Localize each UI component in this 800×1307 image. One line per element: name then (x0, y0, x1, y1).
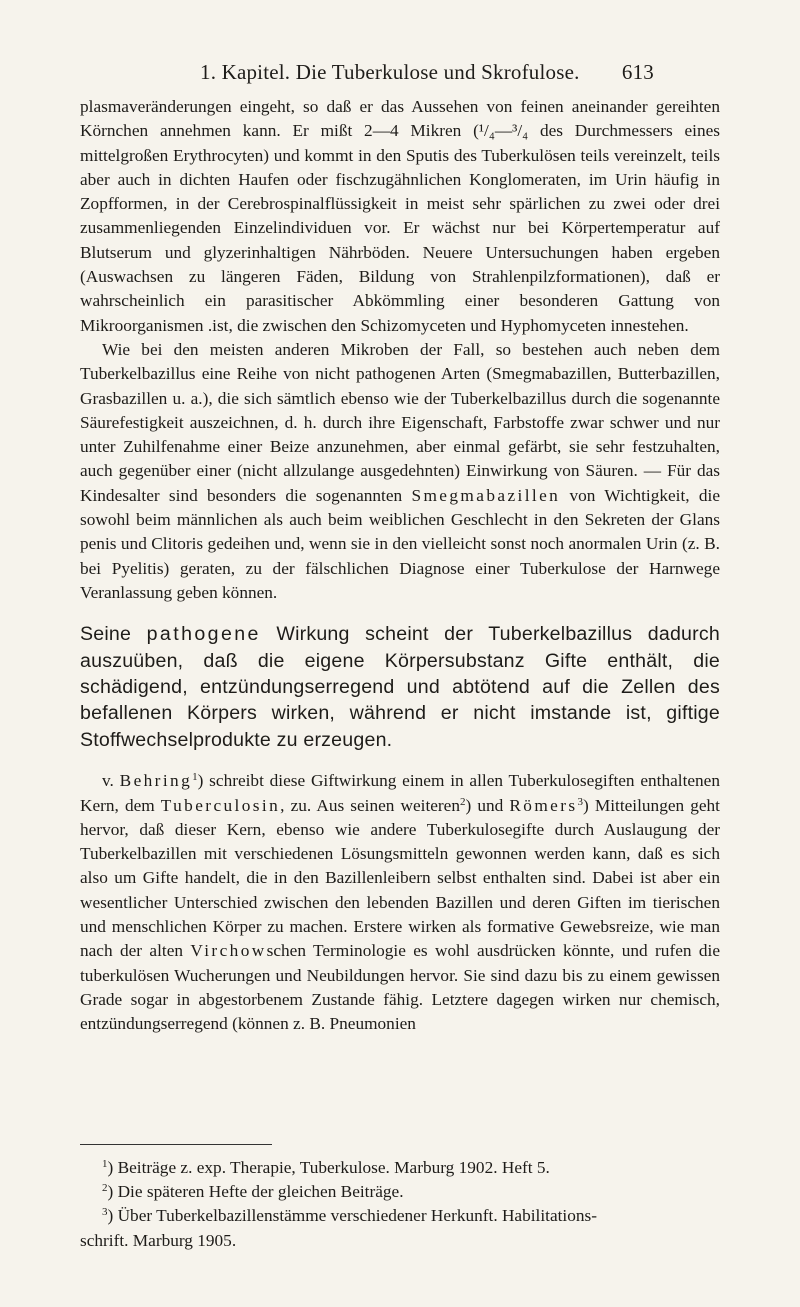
spaced-term: Tuberculosin (160, 795, 281, 815)
paragraph-2: Wie bei den meisten anderen Mikroben der Fall, so bestehen auch neben dem Tuberkelbazillus eine Reihe von nicht pathogenen Arten (Smegmabazillen, Butterbazillen, Grasbazillen u. a.), die sich sämtlich ebenso wie der Tuberkelbazillus durch die sogenannte Säurefestigkeit auszeichnen, d. h. durch ihre Eigenschaft, Farbstoffe zwar schwer und nur unter Zuhilfenahme einer Beize anzunehmen, aber einmal gefärbt, sie sehr festzuhalten, auch gegenüber einer (nicht allzulange ausgedehnten) Einwirkung von Säuren. — Für das Kindesalter sind besonders die sogenannten Smegmabazillen von Wichtigkeit, die sowohl beim männlichen als auch beim weiblichen Geschlecht in den Sekreten der Glans penis und Clitoris gedeihen und, wenn sie in den vielleicht sonst noch anormalen Urin (z. B. bei Pyelitis) geraten, zu der fälschlichen Diagnose einer Tuberkulose der Harnwege Veranlassung geben können. (80, 339, 720, 602)
footnote-1: $^1$) Beiträge z. exp. Therapie, Tuberkulose. Marburg 1902. Heft 5. (102, 1158, 550, 1177)
footnote-3: $^3$) Über Tuberkelbazillenstämme verschiedener Herkunft. Habilitations- (102, 1206, 597, 1226)
page-number: 613 (621, 60, 654, 84)
footnote-ref: 2 (460, 795, 466, 808)
emphasized-paragraph: Seine pathogene Wirkung scheint der Tuberkelbazillus dadurch auszuüben, daß die eigene Körpersubstanz Gifte enthält, die schädigend, entzündungserregend und abtötend auf die Zellen des befallenen Körpers wirken, während er nicht imstande ist, giftige Stoffwechselprodukte zu erzeugen. (80, 623, 720, 751)
paragraph-4: v. Behring$^1$) schreibt diese Giftwirkung einem in allen Tuberkulosegiften enthaltenen Kern, dem Tuberculosin, zu. Aus seinen weiteren$^2$) und Römers$^3$) Mitteilungen geht hervor, daß dieser Kern, ebenso wie andere Tuberkulosegifte durch Auslaugung der Tuberkelbazillen mit verschiedenen Lösungsmitteln gewonnen werden kann, daß es sich also um Gifte handelt, die in den Bazillenleibern selbst enthalten sind. Dabei ist aber ein wesentlicher Unterschied zwischen den lebenden Bazillen und deren Giften im tierischen und menschlichen Körper zu machen. Erstere wirken als formative Gewebsreize, wie man nach der alten Virchowschen Terminologie es wohl ausdrücken könnte, und rufen die tuberkulösen Wucherungen und Neubildungen hervor. Sie sind dazu bis zu einem gewissen Grade sogar in abgestorbenem Zustande fähig. Letztere dagegen wirken nur chemisch, entzündungserregend (können z. B. Pneumonien (80, 771, 720, 1034)
spaced-term: pathogene (146, 623, 261, 646)
footnote-ref: 1 (192, 771, 198, 784)
spaced-term: Smegmabazillen (411, 485, 561, 505)
footnote-2: $^2$) Die späteren Hefte der gleichen Beiträge. (102, 1182, 404, 1202)
author-name: Römers (509, 795, 578, 815)
footnotes (80, 1156, 720, 1253)
footnote-divider (80, 1144, 272, 1145)
author-name: Virchow (190, 941, 267, 961)
chapter-title: 1. Kapitel. Die Tuberkulose und Skrofulose. (200, 60, 580, 84)
paragraph-1: plasmaveränderungen eingeht, so daß er das Aussehen von feinen aneinander gereihten Körnchen annehmen kann. Er mißt 2—4 Mikren (¹/₄—³/₄ des Durchmessers eines mittelgroßen Erythrocyten) und kommt in den Sputis des Tuberkulösen teils vereinzelt, teils aber auch in dichten Haufen oder fischzugähnlichen Konglomeraten, im Urin häufig in Zopfformen, in der Cerebrospinalflüssigkeit in meist sehr spärlichen zu zwei oder drei zusammenliegenden Einzelindividuen vor. Er wächst nur bei Körpertemperatur auf Blutserum und glyzerinhaltigen Nährböden. Neuere Untersuchungen haben ergeben (Auswachsen zu längeren Fäden, Bildung von Strahlenpilzformationen), daß er wahrscheinlich ein parasitischer Abkömmling einer besonderen Gattung von Mikroorganismen .ist, die zwischen den Schizomyceten und Hyphomyceten innestehen. (80, 97, 720, 335)
author-name: Behring (119, 771, 193, 791)
body-text (80, 95, 720, 1037)
footnote-ref: 3 (577, 795, 584, 808)
running-header (200, 60, 654, 85)
footnote-3-continuation: schrift. Marburg 1905. (80, 1230, 237, 1250)
